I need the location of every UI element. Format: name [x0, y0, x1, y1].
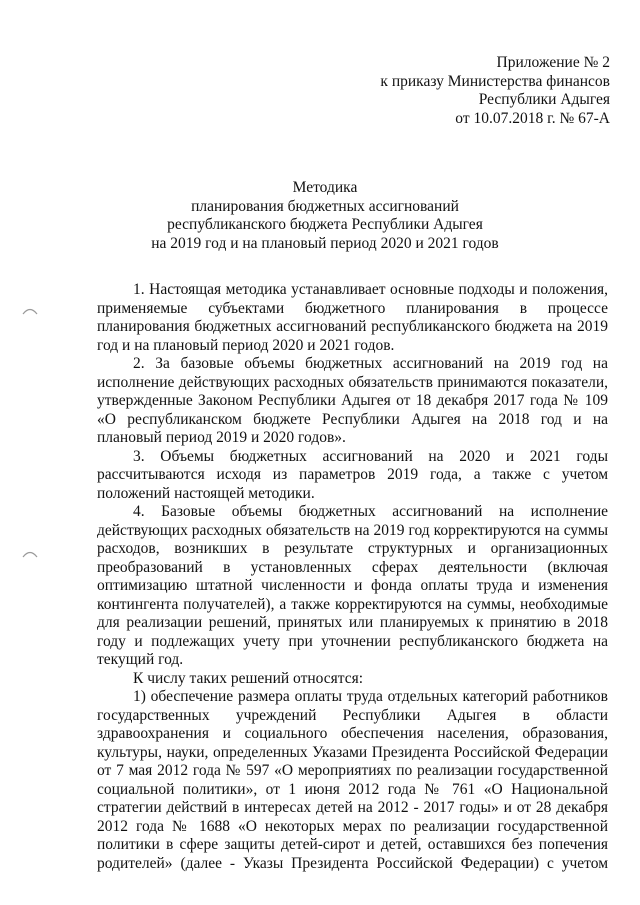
paragraph-3: 3. Объемы бюджетных ассигнований на 2020 и 2021 годы рассчитываются исходя из параметров 2019 года, а также с учетом положений настоящей методики. [97, 447, 608, 502]
approval-header [250, 54, 610, 128]
title-line-2: планирования бюджетных ассигнований [191, 197, 459, 215]
punch-hole-mark-icon [21, 546, 39, 564]
punch-hole-mark-icon [21, 303, 39, 321]
paragraph-4: 4. Базовые объемы бюджетных ассигнований на исполнение действующих расходных обязательств на 2019 год корректируются на суммы расходов, возникших в результате структурных и организационных преобразований в установленных сферах деятельности (включая оптимизацию штатной численности и фонда оплаты труда и изменения контингента получателей), а также корректируются на суммы, необходимые для реализации решений, принятых или планируемых к принятию в 2018 году и подлежащих учету при уточнении республиканского бюджета на текущий год. [97, 503, 608, 668]
header-line-date: от 10.07.2018 г. № 67-А [455, 109, 610, 127]
header-line-order: к приказу Министерства финансов [380, 72, 610, 90]
header-line-republic: Республики Адыгея [478, 91, 610, 108]
title-line-1: Методика [292, 179, 358, 196]
header-line-appendix: Приложение № 2 [496, 54, 610, 71]
title-line-3: республиканского бюджета Республики Адыгея [167, 216, 483, 233]
document-title [90, 179, 560, 253]
document-body [97, 281, 608, 873]
title-line-4: на 2019 год и на плановый период 2020 и 2021 годов [151, 234, 499, 252]
paragraph-2: 2. За базовые объемы бюджетных ассигнований на 2019 год на исполнение действующих расходных обязательств принимаются показатели, утвержденные Законом Республики Адыгея от 18 декабря 2017 года № 109 «О республиканском бюджете Республики Адыгея на 2018 год и на плановый период 2019 и 2020 годов». [97, 355, 608, 446]
paragraph-1: 1. Настоящая методика устанавливает основные подходы и положения, применяемые субъектами бюджетного планирования в процессе планирования бюджетных ассигнований республиканского бюджета на 2019 год и на плановый период 2020 и 2021 годов. [97, 281, 608, 354]
paragraph-6: 1) обеспечение размера оплаты труда отдельных категорий работников государственных учреждений Республики Адыгея в области здравоохранения и социального обеспечения населения, образования, культуры, науки, определенных Указами Президента Российской Федерации от 7 мая 2012 года № 597 «О мероприятиях по реализации государственной социальной политики», от 1 июня 2012 года № 761 «О Национальной стратегии действий в интересах детей на 2012 - 2017 годы» и от 28 декабря 2012 года № 1688 «О некоторых мерах по реализации государственной политики в сфере защиты детей-сирот и детей, оставшихся без попечения родителей» (далее - Указы Президента Российской Федерации) с учетом [97, 688, 608, 872]
paragraph-5: К числу таких решений относятся: [133, 669, 364, 687]
